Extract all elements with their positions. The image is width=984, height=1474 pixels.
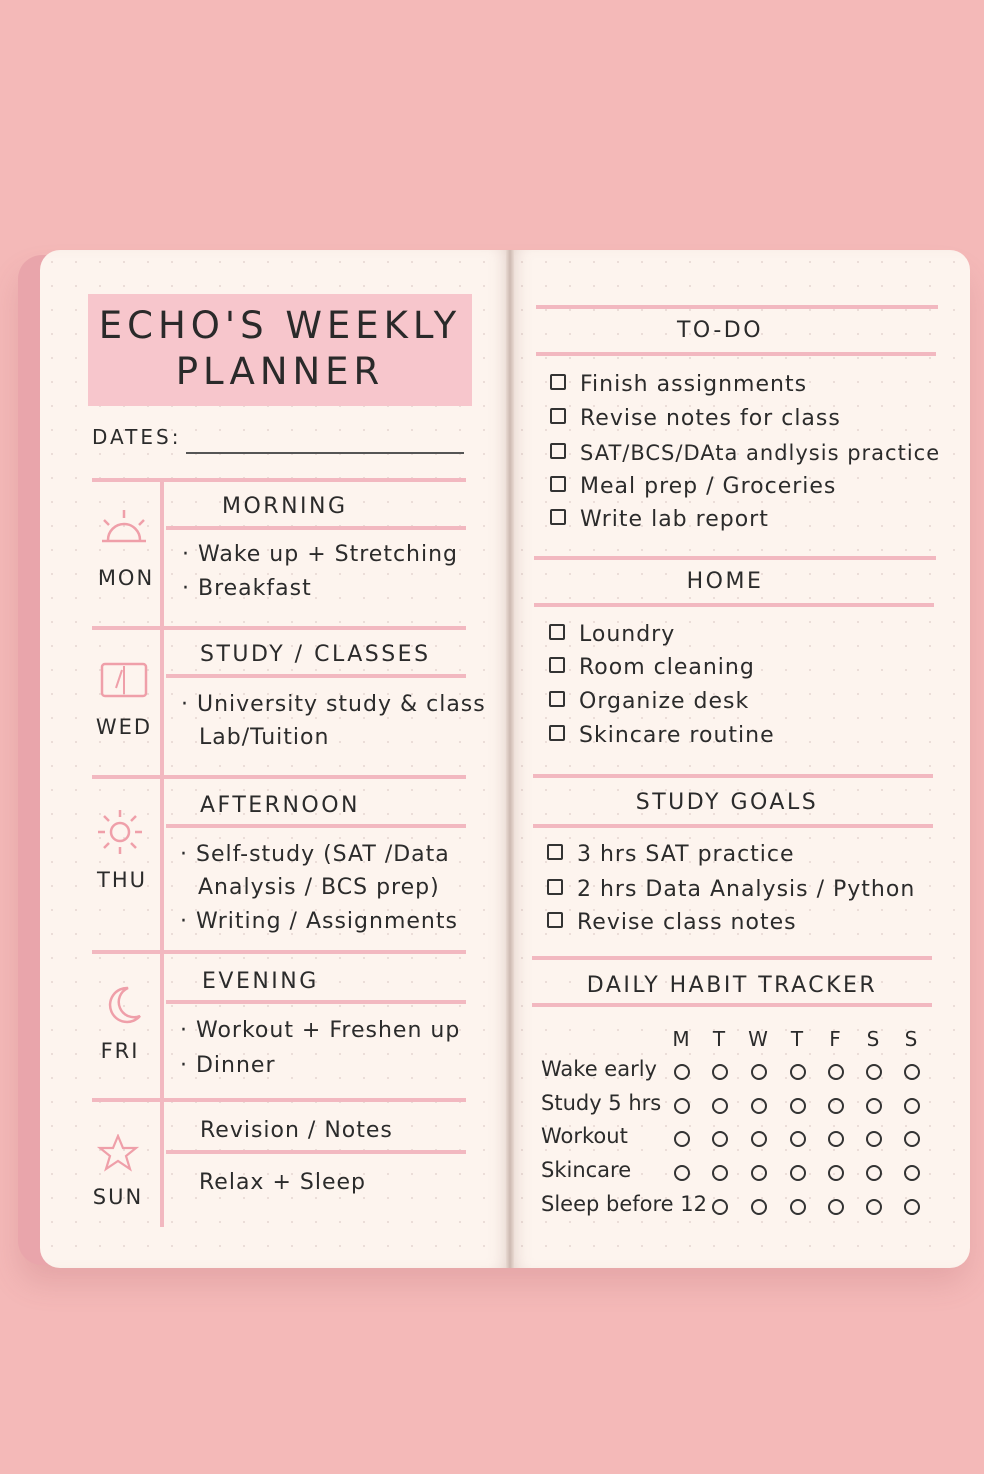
home-item[interactable]: Room cleaning (549, 655, 755, 680)
habit-label: Skincare (541, 1158, 632, 1182)
study-goal-item[interactable]: 2 hrs Data Analysis / Python (547, 877, 915, 902)
checkbox[interactable] (549, 725, 565, 741)
habit-checkbox[interactable] (904, 1165, 920, 1181)
divider (92, 478, 466, 482)
habit-day-header: S (866, 1027, 880, 1051)
habit-checkbox[interactable] (712, 1199, 728, 1215)
divider (166, 1000, 466, 1004)
habit-checkbox[interactable] (866, 1199, 882, 1215)
home-item[interactable]: Skincare routine (549, 723, 775, 748)
sun-icon (90, 808, 150, 865)
habit-day-header: M (672, 1027, 690, 1051)
checkbox[interactable] (550, 408, 566, 424)
divider (166, 526, 466, 530)
divider (92, 1098, 466, 1102)
habit-day-header: F (829, 1027, 841, 1051)
checkbox[interactable] (547, 879, 563, 895)
checkbox[interactable] (549, 624, 565, 640)
habit-checkbox[interactable] (904, 1098, 920, 1114)
habit-checkbox[interactable] (790, 1098, 806, 1114)
schedule-item: · Writing / Assignments (180, 909, 458, 934)
habit-label: Workout (541, 1124, 628, 1148)
divider (536, 305, 938, 309)
schedule-item: Relax + Sleep (199, 1170, 366, 1195)
divider (92, 775, 466, 779)
divider (533, 774, 933, 778)
habit-checkbox[interactable] (712, 1131, 728, 1147)
day-label-mon: MON (97, 566, 155, 590)
divider (166, 674, 466, 678)
habit-checkbox[interactable] (712, 1165, 728, 1181)
study-goals-heading: STUDY GOALS (635, 790, 819, 815)
dates-label: DATES: (92, 425, 182, 449)
divider (532, 1003, 932, 1007)
section-heading-morning: MORNING (222, 494, 348, 519)
habit-tracker-heading: DAILY HABIT TRACKER (586, 973, 878, 998)
column-divider (160, 482, 164, 1227)
habit-label: Wake early (541, 1057, 657, 1081)
habit-checkbox[interactable] (751, 1131, 767, 1147)
habit-checkbox[interactable] (674, 1098, 690, 1114)
habit-checkbox[interactable] (828, 1098, 844, 1114)
habit-checkbox[interactable] (751, 1098, 767, 1114)
habit-checkbox[interactable] (790, 1199, 806, 1215)
habit-day-header: T (790, 1027, 804, 1051)
sunrise-icon (94, 506, 154, 555)
habit-checkbox[interactable] (790, 1064, 806, 1080)
home-item[interactable]: Loundry (549, 622, 675, 647)
home-item[interactable]: Organize desk (549, 689, 749, 714)
checkbox[interactable] (550, 374, 566, 390)
schedule-item: · Wake up + Stretching (182, 542, 458, 567)
dates-input-line[interactable] (186, 452, 464, 454)
habit-checkbox[interactable] (751, 1199, 767, 1215)
habit-checkbox[interactable] (790, 1165, 806, 1181)
notebook-spine (506, 250, 514, 1268)
schedule-item: Lab/Tuition (199, 725, 330, 750)
habit-checkbox[interactable] (712, 1064, 728, 1080)
schedule-item: · Breakfast (182, 576, 312, 601)
moon-icon (92, 984, 152, 1035)
todo-item[interactable]: SAT/BCS/DAta andlysis practice (550, 441, 940, 465)
schedule-item: Analysis / BCS prep) (198, 875, 440, 900)
divider (92, 626, 466, 630)
section-heading-revision: Revision / Notes (200, 1118, 393, 1143)
book-icon (94, 660, 154, 709)
habit-checkbox[interactable] (790, 1131, 806, 1147)
checkbox[interactable] (550, 509, 566, 525)
divider (533, 824, 933, 828)
divider (534, 603, 934, 607)
schedule-item: · University study & class (181, 692, 486, 717)
todo-heading: TO-DO (676, 318, 764, 343)
star-icon (88, 1134, 148, 1181)
todo-item[interactable]: Revise notes for class (550, 406, 841, 431)
checkbox[interactable] (550, 476, 566, 492)
habit-checkbox[interactable] (674, 1131, 690, 1147)
study-goal-item[interactable]: Revise class notes (547, 910, 797, 935)
checkbox[interactable] (547, 912, 563, 928)
home-heading: HOME (686, 569, 764, 594)
title-line-1: ECHO'S WEEKLY (98, 304, 462, 347)
divider (534, 556, 936, 560)
habit-checkbox[interactable] (866, 1064, 882, 1080)
divider (92, 950, 466, 954)
divider (166, 824, 466, 828)
habit-day-header: W (748, 1027, 768, 1051)
habit-label: Sleep before 12 (541, 1192, 707, 1216)
habit-checkbox[interactable] (712, 1098, 728, 1114)
habit-label: Study 5 hrs (541, 1091, 662, 1115)
habit-checkbox[interactable] (866, 1165, 882, 1181)
habit-day-header: T (712, 1027, 726, 1051)
habit-checkbox[interactable] (866, 1131, 882, 1147)
habit-checkbox[interactable] (828, 1199, 844, 1215)
habit-checkbox[interactable] (828, 1131, 844, 1147)
right-page (510, 250, 970, 1268)
day-label-wed: WED (95, 715, 153, 739)
habit-checkbox[interactable] (866, 1098, 882, 1114)
day-label-thu: THU (97, 868, 147, 892)
schedule-item: · Dinner (180, 1053, 276, 1078)
habit-checkbox[interactable] (904, 1064, 920, 1080)
divider (532, 956, 932, 960)
todo-item[interactable]: Write lab report (550, 507, 769, 532)
planner-title (88, 294, 472, 406)
habit-checkbox[interactable] (904, 1131, 920, 1147)
checkbox[interactable] (549, 657, 565, 673)
divider (536, 352, 936, 356)
habit-checkbox[interactable] (828, 1064, 844, 1080)
todo-item[interactable]: Finish assignments (550, 372, 807, 397)
habit-checkbox[interactable] (828, 1165, 844, 1181)
checkbox[interactable] (547, 844, 563, 860)
divider (166, 1150, 466, 1154)
day-label-fri: FRI (100, 1039, 140, 1063)
schedule-item: · Workout + Freshen up (180, 1018, 461, 1043)
habit-checkbox[interactable] (674, 1165, 690, 1181)
section-heading-afternoon: AFTERNOON (200, 793, 360, 818)
habit-checkbox[interactable] (674, 1064, 690, 1080)
habit-day-header: S (904, 1027, 918, 1051)
habit-checkbox[interactable] (751, 1064, 767, 1080)
checkbox[interactable] (549, 691, 565, 707)
section-heading-study-classes: STUDY / CLASSES (200, 642, 431, 667)
study-goal-item[interactable]: 3 hrs SAT practice (547, 842, 795, 867)
title-line-2: PLANNER (175, 350, 385, 393)
checkbox[interactable] (550, 443, 566, 459)
todo-item[interactable]: Meal prep / Groceries (550, 474, 836, 499)
habit-checkbox[interactable] (751, 1165, 767, 1181)
habit-checkbox[interactable] (904, 1199, 920, 1215)
day-label-sun: SUN (92, 1185, 144, 1209)
schedule-item: · Self-study (SAT /Data (180, 842, 450, 867)
section-heading-evening: EVENING (202, 969, 319, 994)
